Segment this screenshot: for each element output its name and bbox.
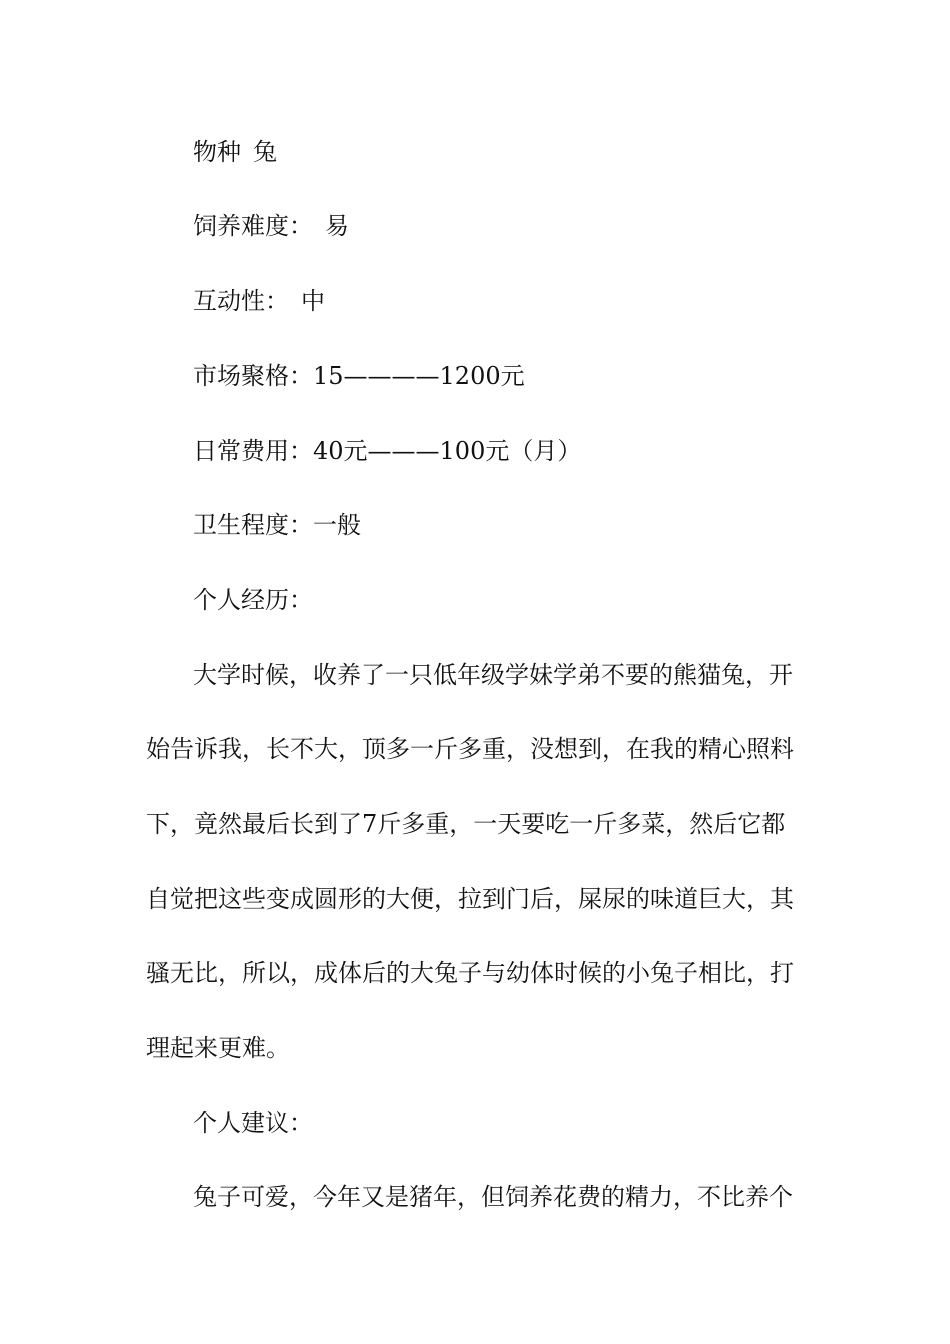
paragraph-line: 兔子可爱，今年又是猪年，但饲养花费的精力，不比养个 (193, 1183, 793, 1211)
paragraph-line: 始告诉我，长不大，顶多一斤多重，没想到，在我的精心照料 (146, 735, 794, 763)
species-label: 物种 (193, 138, 241, 166)
difficulty-label: 饲养难度： (193, 212, 313, 240)
market-price-row: 市场聚格：15————1200元 (193, 362, 525, 390)
experience-heading: 个人经历： (193, 586, 313, 614)
interaction-row (193, 286, 863, 316)
advice-heading: 个人建议： (193, 1109, 313, 1137)
paragraph-line: 骚无比，所以，成体后的大兔子与幼体时候的小兔子相比，打 (146, 959, 794, 987)
daily-cost-row: 日常费用：40元———100元（月） (193, 437, 582, 465)
difficulty-value: 易 (325, 212, 349, 240)
hygiene-row: 卫生程度：一般 (193, 511, 361, 539)
interaction-value: 中 (301, 287, 325, 315)
paragraph-line: 大学时候，收养了一只低年级学妹学弟不要的熊猫兔，开 (193, 661, 793, 689)
interaction-label: 互动性： (193, 287, 289, 315)
species-value: 兔 (253, 138, 277, 166)
species-row (193, 137, 863, 167)
paragraph-line: 下，竟然最后长到了7斤多重，一天要吃一斤多菜，然后它都 (146, 810, 786, 838)
difficulty-row (193, 211, 863, 241)
paragraph-line: 理起来更难。 (146, 1034, 290, 1062)
paragraph-line: 自觉把这些变成圆形的大便，拉到门后，屎尿的味道巨大，其 (146, 885, 794, 913)
